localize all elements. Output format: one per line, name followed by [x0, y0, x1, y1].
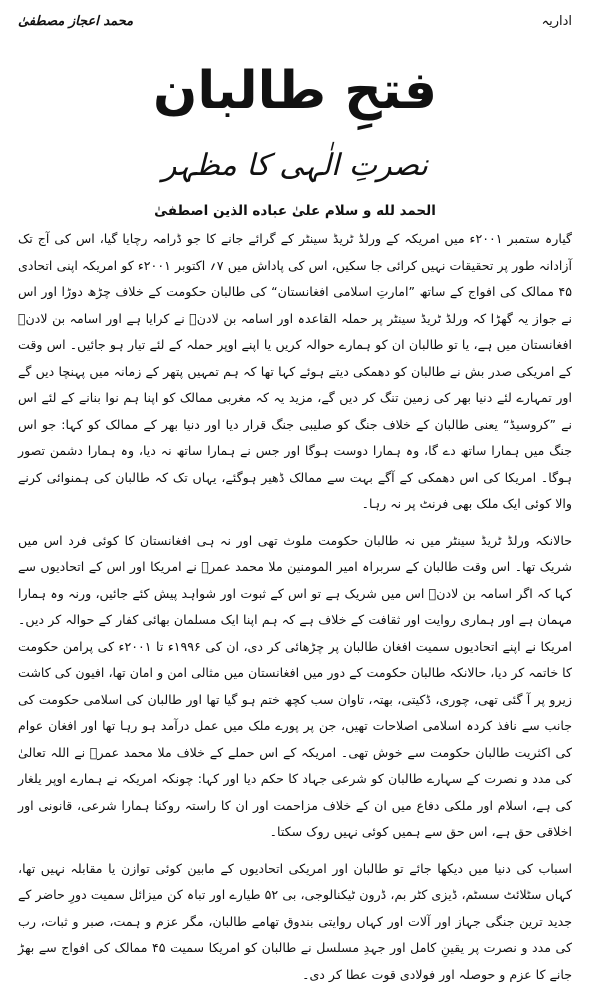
page-header	[18, 14, 572, 44]
article-body	[18, 226, 572, 988]
article-subtitle: نصرتِ الٰہی کا مظہر	[18, 144, 572, 192]
author-name: محمد اعجاز مصطفیٰ	[18, 14, 133, 29]
article-title: فتحِ طالبان	[18, 56, 572, 132]
section-label: اداریہ	[541, 14, 572, 29]
paragraph: حالانکہ ورلڈ ٹریڈ سینٹر میں نہ طالبان حکومت ملوث تھی اور نہ ہی افغانستان کا کوئی فرد اس میں شریک تھا۔ اس وقت طالبان کے سربراہ امیر المومنین ملا محمد عمرؒ نے امریکا اور اس کے اتحادیوں سے کہا کہ اگر اسامہ بن لادنؒ اس میں شریک ہے تو اس کے ثبوت اور شواہد پیش کئے جائیں، ورنہ وہ ہمارا مہمان ہے اور ہماری روایت اور ثقافت کے خلاف ہے کہ ہم اپنا ایک مسلمان بھائی کفار کے حوالہ کر دیں۔ امریکا نے اپنے اتحادیوں سمیت افغان طالبان پر چڑھائی کر دی، ان کی ۱۹۹۶ء تا ۲۰۰۱ء کی پرامن حکومت کا خاتمہ کر دیا، حالانکہ طالبان حکومت کے دور میں افغانستان میں مثالی امن و امان تھا، افیون کی کاشت زیرو پر آ گئی تھی، چوری، ڈکیتی، بھتہ، تاوان سب کچھ ختم ہو گیا تھا اور طالبان کی اسلامی حکومت کی جانب سے نافذ کردہ اسلامی اصلاحات تھیں، جن پر پورے ملک میں عمل درآمد ہو رہا تھا اور افغان عوام کی اکثریت طالبان حکومت سے خوش تھی۔ امریکہ کے اس حملے کے خلاف ملا محمد عمرؒ نے اللہ تعالیٰ کی مدد و نصرت کے سہارے طالبان کو شرعی جہاد کا حکم دیا اور کہا: چونکہ امریکہ نے ہمارے اوپر یلغار کی ہے، اسلام اور ملکی دفاع میں ان کے خلاف مزاحمت اور ان کا راستہ روکنا ہمارا شرعی، قانونی اور اخلاقی حق ہے، اس حق سے ہمیں کوئی نہیں روک سکتا۔	[18, 528, 572, 846]
paragraph: اسباب کی دنیا میں دیکھا جائے تو طالبان اور امریکی اتحادیوں کے مابین کوئی توازن یا مقابلہ نہیں تھا، کہاں سٹلائٹ سسٹم، ڈیزی کٹر بم، ڈرون ٹیکنالوجی، بی ۵۲ طیارے اور تباہ کن میزائل سمیت دورِ حاضر کے جدید ترین جنگی جہاز اور آلات اور کہاں روایتی بندوق تھامے طالبان، مگر عزم و ہمت، صبر و ثبات، رب کی مدد و نصرت پر یقینِ کامل اور جہدِ مسلسل نے طالبان کو امریکا سمیت ۴۵ ممالک کی افواج سے بھڑ جانے کا عزم و حوصلہ اور فولادی قوت عطا کر دی۔	[18, 856, 572, 988]
paragraph: گیارہ ستمبر ۲۰۰۱ء میں امریکہ کے ورلڈ ٹریڈ سینٹر کے گرائے جانے کا جو ڈرامہ رچایا گیا، اس کی آج تک آزادانہ طور پر تحقیقات نہیں کرائی جا سکیں، اس کی پاداش میں ۷؍ اکتوبر ۲۰۰۱ء کو امریکہ اپنی اتحادی ۴۵ ممالک کی افواج کے ساتھ ”امارتِ اسلامی افغانستان“ کی طالبان حکومت کے خلاف چڑھ دوڑا اور اس نے جواز یہ گھڑا کہ ورلڈ ٹریڈ سینٹر پر حملہ القاعدہ اور اسامہ بن لادنؒ نے کرایا ہے اور اسامہ بن لادنؒ افغانستان میں ہے، یا تو طالبان ان کو ہمارے حوالہ کریں یا اپنے اوپر حملہ کے لئے تیار ہو جائیں۔ اس وقت کے امریکی صدر بش نے طالبان کو دھمکی دیتے ہوئے کہا تھا کہ ہم تمہیں پتھر کے زمانہ میں پہنچا دیں گے اور تمہارے لئے دنیا بھر کی زمین تنگ کر دیں گے، مزید یہ کہ مغربی ممالک کو اپنا ہم نوا بنانے کے لئے اس نے ”کروسیڈ“ یعنی طالبان کے خلاف جنگ کو صلیبی جنگ قرار دیا اور دنیا بھر کے ممالک کو کہا: جو اس جنگ میں ہمارا ساتھ دے گا، وہ ہمارا دوست ہوگا اور جس نے ہمارا ساتھ نہ دیا، وہ ہمارا دشمن تصور ہوگا۔ امریکا کی اس دھمکی کے آگے بہت سے ممالک ڈھیر ہوگئے، یہاں تک کہ طالبان کی ہمنوائی کرنے والا کوئی ایک ملک بھی فرنٹ پر نہ رہا۔	[18, 226, 572, 518]
invocation-line: الحمد لله و سلام علیٰ عباده الذین اصطفیٰ	[18, 200, 572, 222]
